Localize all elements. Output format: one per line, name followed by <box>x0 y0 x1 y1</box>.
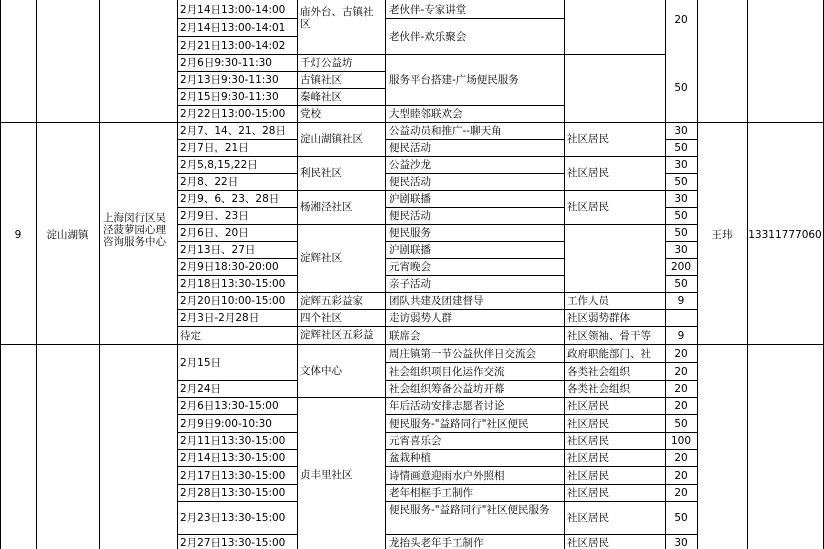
table-cell-target: 社区居民 <box>567 400 609 412</box>
table-cell-activity: 团队共建及团建督导 <box>389 295 484 307</box>
grid-line <box>385 241 564 242</box>
grid-line <box>385 466 697 467</box>
grid-line <box>665 241 697 242</box>
table-cell-location: 利民社区 <box>300 167 342 179</box>
table-cell-target: 社区居民 <box>567 133 609 145</box>
grid-line <box>36 0 37 549</box>
table-cell-time: 2月6日9:30-11:30 <box>180 57 272 69</box>
table-cell-location: 贞丰里社区 <box>300 469 353 481</box>
table-cell-count: 30 <box>674 125 688 137</box>
table-cell-location: 四个社区 <box>300 312 342 324</box>
table-cell-activity: 年后活动安排志愿者讨论 <box>389 400 505 412</box>
grid-line <box>177 275 297 276</box>
table-cell-activity: 便民服务 <box>389 227 431 239</box>
table-cell-count: 20 <box>674 14 688 26</box>
table-cell-time: 2月28日13:30-15:00 <box>180 487 286 499</box>
grid-line <box>177 36 297 37</box>
grid-line <box>177 258 297 259</box>
table-cell-activity: 老年相框手工制作 <box>389 487 473 499</box>
table-cell-time: 2月13日9:30-11:30 <box>180 74 279 86</box>
grid-line <box>177 397 697 398</box>
table-cell-activity: 周庄镇第一节公益伙伴日交流会 <box>389 348 536 360</box>
table-cell-activity: 便民活动 <box>389 142 431 154</box>
grid-line <box>385 18 564 19</box>
table-cell-location: 杨湘泾社区 <box>300 201 353 213</box>
table-cell-time: 2月7日，21日 <box>180 142 249 154</box>
grid-line <box>385 432 697 433</box>
table-cell-target: 各类社会组织 <box>567 366 630 378</box>
table-cell-time: 2月11日13:30-15:00 <box>180 435 286 447</box>
table-cell-target: 社区弱势群体 <box>567 312 630 324</box>
table-cell-time: 2月15日9:30-11:30 <box>180 91 279 103</box>
table-cell-count: 50 <box>674 227 688 239</box>
table-cell-activity: 元宵喜乐会 <box>389 435 442 447</box>
table-cell-activity: 便民服务-"益路同行"社区便民服务 <box>389 504 550 516</box>
table-cell-activity: 社会组织项目化运作交流 <box>389 366 505 378</box>
table-cell-location: 秦峰社区 <box>300 91 342 103</box>
grid-line <box>177 105 565 106</box>
grid-line <box>385 449 697 450</box>
table-cell-activity: 走访弱势人群 <box>389 312 452 324</box>
grid-line <box>177 432 297 433</box>
table-cell-count: 50 <box>674 142 688 154</box>
grid-line <box>177 326 697 327</box>
table-cell-count: 100 <box>670 435 692 447</box>
table-cell-time: 待定 <box>180 330 201 342</box>
grid-line <box>385 275 564 276</box>
grid-line <box>177 139 297 140</box>
table-cell-activity: 沪剧联播 <box>389 193 431 205</box>
grid-line <box>177 54 665 55</box>
table-cell-time: 2月22日13:00-15:00 <box>180 108 286 120</box>
grid-line <box>385 139 564 140</box>
grid-line <box>385 173 564 174</box>
table-cell-target: 社区居民 <box>567 167 609 179</box>
grid-line <box>177 241 297 242</box>
table-cell-location: 淀辉社区 <box>300 252 342 264</box>
table-cell-activity: 公益动员和推广--聊天角 <box>389 125 502 137</box>
table-cell-activity: 便民服务-"益路同行"社区便民 <box>389 418 529 430</box>
table-cell-count: 9 <box>677 330 685 342</box>
table-cell-target: 社区领袖、骨干等 <box>567 330 651 342</box>
table-cell-activity: 便民活动 <box>389 210 431 222</box>
table-cell-activity: 诗情画意迎雨水户外照相 <box>389 470 505 482</box>
grid-line <box>177 207 297 208</box>
table-cell-time: 2月17日13:30-15:00 <box>180 470 286 482</box>
table-cell-time: 2月6日13:30-15:00 <box>180 400 279 412</box>
row-index: 9 <box>14 229 22 241</box>
table-cell-count: 30 <box>674 244 688 256</box>
table-cell-activity: 元宵晚会 <box>389 261 431 273</box>
table-cell-location: 淀辉社区五彩益 <box>300 329 374 341</box>
table-cell-count: 9 <box>677 295 685 307</box>
table-cell-count: 20 <box>674 348 688 360</box>
grid-line <box>385 501 697 502</box>
table-cell-activity: 公益沙龙 <box>389 159 431 171</box>
table-cell-time: 2月15日 <box>180 357 222 369</box>
table-cell-activity: 老伙伴-专家讲堂 <box>389 4 467 16</box>
grid-line <box>177 88 385 89</box>
table-cell-count: 20 <box>674 383 688 395</box>
table-cell-target: 社区居民 <box>567 537 609 549</box>
grid-line <box>177 449 297 450</box>
table-cell-time: 2月23日13:30-15:00 <box>180 512 286 524</box>
table-cell-activity: 社会组织筹备公益坊开幕 <box>389 383 505 395</box>
table-cell-activity: 服务平台搭建-广场便民服务 <box>389 74 519 86</box>
table-cell-time: 2月6日、20日 <box>180 227 249 239</box>
table-cell-activity: 沪剧联播 <box>389 244 431 256</box>
table-cell-location: 古镇社区 <box>300 74 342 86</box>
table-cell-target: 社区居民 <box>567 512 609 524</box>
grid-line <box>0 0 1 549</box>
grid-line <box>177 414 297 415</box>
grid-line <box>385 414 697 415</box>
grid-line <box>665 173 697 174</box>
table-cell-target: 社区居民 <box>567 487 609 499</box>
table-cell-target: 工作人员 <box>567 295 609 307</box>
table-cell-activity: 联席会 <box>389 330 421 342</box>
table-cell-time: 2月9日、23日 <box>180 210 249 222</box>
table-cell-time: 2月14日13:00-14:00 <box>180 4 286 16</box>
table-cell-count: 20 <box>674 452 688 464</box>
grid-line <box>697 0 698 549</box>
table-cell-location: 淀辉五彩益家 <box>300 295 363 307</box>
organization-name: 上海闵行区吴泾菠萝园心理咨询服务中心 <box>103 212 166 248</box>
table-cell-target: 社区居民 <box>567 435 609 447</box>
table-cell-count: 20 <box>674 487 688 499</box>
table-cell-count: 50 <box>674 176 688 188</box>
table-cell-location: 庙外台、古镇社区 <box>300 6 374 30</box>
grid-line <box>385 380 697 381</box>
grid-line <box>0 344 824 345</box>
table-cell-count: 200 <box>670 261 692 273</box>
table-cell-time: 2月9、6、23、28日 <box>180 193 280 205</box>
grid-line <box>177 173 297 174</box>
table-cell-activity: 大型睦邻联欢会 <box>389 108 463 120</box>
grid-line <box>177 71 385 72</box>
contact-phone: 13311777060 <box>748 229 822 241</box>
table-cell-time: 2月7、14、21、28日 <box>180 125 286 137</box>
grid-line <box>177 501 297 502</box>
grid-line <box>665 139 697 140</box>
grid-line <box>177 534 297 535</box>
grid-line <box>665 258 697 259</box>
table-cell-time: 2月5,8,15,22日 <box>180 159 258 171</box>
grid-line <box>385 207 564 208</box>
table-cell-count: 30 <box>674 537 688 549</box>
table-cell-count: 20 <box>674 470 688 482</box>
table-cell-count: 30 <box>674 159 688 171</box>
table-cell-count: 50 <box>674 278 688 290</box>
table-cell-activity: 龙抬头老年手工制作 <box>389 537 484 549</box>
table-cell-activity: 便民活动 <box>389 176 431 188</box>
table-cell-count: 50 <box>674 418 688 430</box>
table-cell-target: 社区居民 <box>567 470 609 482</box>
contact-person: 王玮 <box>711 229 733 241</box>
grid-line <box>297 0 298 549</box>
grid-line <box>177 380 297 381</box>
table-cell-activity: 盆栽种植 <box>389 452 431 464</box>
grid-line <box>177 309 697 310</box>
grid-line <box>385 484 697 485</box>
table-cell-location: 千灯公益坊 <box>300 57 353 69</box>
table-cell-time: 2月18日13:30-15:00 <box>180 278 286 290</box>
grid-line <box>665 207 697 208</box>
grid-line <box>177 224 697 225</box>
table-cell-time: 2月27日13:30-15:00 <box>180 537 286 549</box>
town-name: 淀山湖镇 <box>46 229 89 241</box>
table-cell-location: 党校 <box>300 108 321 120</box>
table-cell-time: 2月20日10:00-15:00 <box>180 295 286 307</box>
table-cell-count: 50 <box>674 512 688 524</box>
grid-line <box>385 258 564 259</box>
table-cell-target: 社区居民 <box>567 418 609 430</box>
table-cell-time: 2月21日13:00-14:02 <box>180 40 286 52</box>
grid-line <box>177 466 297 467</box>
grid-line <box>385 534 697 535</box>
table-cell-time: 2月14日13:00-14:01 <box>180 22 286 34</box>
table-cell-count: 30 <box>674 193 688 205</box>
table-cell-count: 20 <box>674 400 688 412</box>
table-cell-time: 2月13日、27日 <box>180 244 256 256</box>
table-cell-count: 50 <box>674 210 688 222</box>
table-cell-count: 20 <box>674 366 688 378</box>
table-cell-activity: 亲子活动 <box>389 278 431 290</box>
grid-line <box>177 156 697 157</box>
table-cell-time: 2月9日9:00-10:30 <box>180 418 272 430</box>
table-cell-time: 2月24日 <box>180 383 222 395</box>
table-cell-target: 社区居民 <box>567 201 609 213</box>
grid-line <box>99 0 100 549</box>
grid-line <box>385 362 697 363</box>
table-cell-target: 政府职能部门、社 <box>567 348 651 360</box>
grid-line <box>177 292 697 293</box>
grid-line <box>665 275 697 276</box>
table-cell-time: 2月9日18:30-20:00 <box>180 261 279 273</box>
grid-line <box>177 190 697 191</box>
table-cell-time: 2月14日13:30-15:00 <box>180 452 286 464</box>
grid-line <box>177 484 297 485</box>
table-cell-activity: 老伙伴-欢乐聚会 <box>389 31 467 43</box>
grid-line <box>177 18 297 19</box>
table-cell-location: 文体中心 <box>300 365 342 377</box>
table-cell-time: 2月8、22日 <box>180 176 239 188</box>
table-cell-target: 各类社会组织 <box>567 383 630 395</box>
grid-line <box>747 0 748 549</box>
grid-line <box>0 122 824 123</box>
table-cell-time: 2月3日-2月28日 <box>180 312 260 324</box>
table-cell-location: 淀山湖镇社区 <box>300 133 363 145</box>
table-cell-target: 社区居民 <box>567 452 609 464</box>
table-cell-count: 50 <box>674 82 688 94</box>
